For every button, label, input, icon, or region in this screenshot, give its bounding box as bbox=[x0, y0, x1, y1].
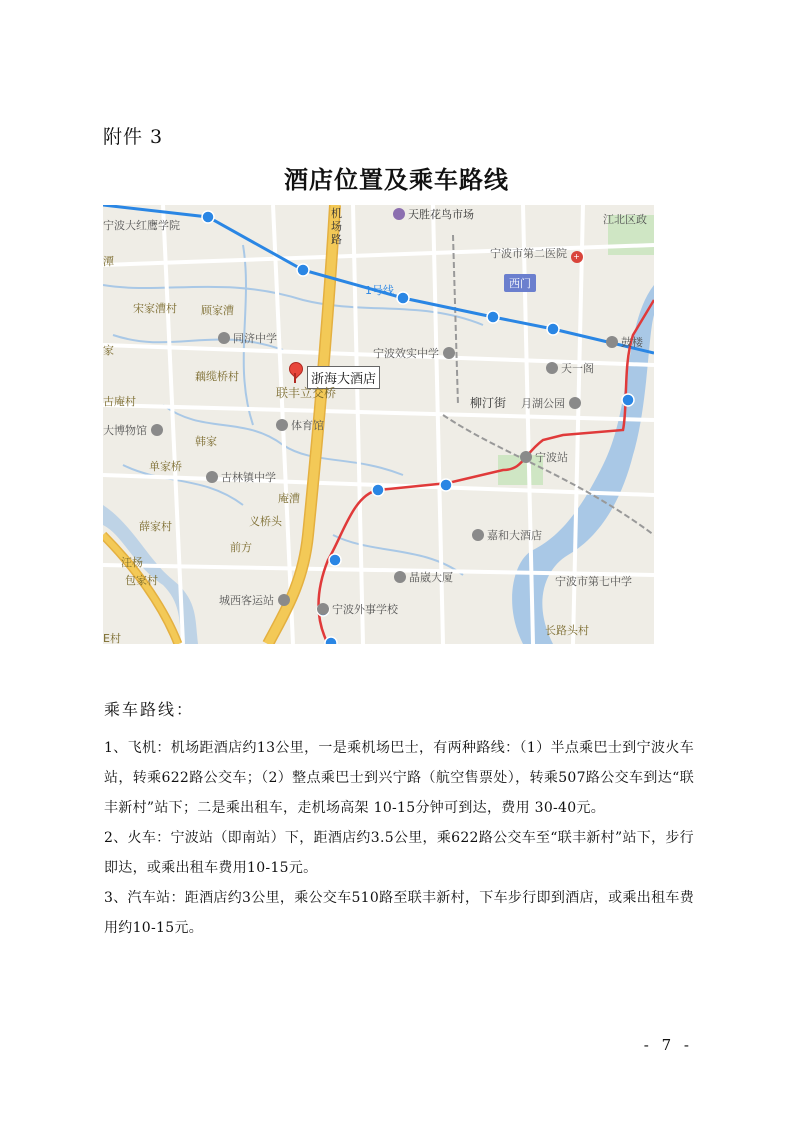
train-station-icon bbox=[520, 451, 532, 463]
hotel-name-label[interactable]: 浙海大酒店 bbox=[307, 366, 380, 389]
map-label-airport-road: 机场路 bbox=[331, 207, 342, 246]
map-label-yuehu-text: 月湖公园 bbox=[521, 397, 565, 410]
map-label-xuejia: 薛家村 bbox=[139, 520, 172, 533]
map-label-hospital bbox=[490, 248, 586, 263]
hotel-location-map[interactable] bbox=[103, 205, 654, 644]
map-label-ancao: 庵漕 bbox=[278, 492, 300, 505]
map-label-chengxi-text: 城西客运站 bbox=[219, 594, 274, 607]
school-icon bbox=[317, 603, 329, 615]
map-label-school7: 宁波市第七中学 bbox=[555, 575, 632, 588]
map-label-hongying: 宁波大红鹰学院 bbox=[103, 219, 180, 232]
map-label-museum-text: 大博物馆 bbox=[103, 424, 147, 437]
route-heading: 乘车路线： bbox=[104, 700, 195, 719]
map-label-gulin bbox=[206, 471, 276, 484]
map-label-jiahe bbox=[472, 529, 542, 542]
landmark-icon bbox=[546, 362, 558, 374]
map-label-gujia: 顾家漕 bbox=[201, 304, 234, 317]
route-flight: 1、飞机：机场距酒店约13公里，一是乘机场巴士，有两种路线：（1）半点乘巴士到宁波火车站，转乘622路公交车；（2）整点乘巴士到兴宁路（航空售票处），转乘507路公交车到达“联丰新村”站下；二是乘出租车，走机场高架 10-15分钟可到达，费用 30-40元。 bbox=[104, 740, 694, 816]
map-label-tan: 潭 bbox=[103, 255, 114, 268]
map-label-jingwei-text: 晶崴大厦 bbox=[409, 571, 453, 584]
map-label-yiqiao: 义桥头 bbox=[249, 515, 282, 528]
school-icon bbox=[218, 332, 230, 344]
document-title: 酒店位置及乘车路线 bbox=[284, 166, 509, 194]
map-label-guyan: 古庵村 bbox=[103, 395, 136, 408]
map-label-tiyuguan bbox=[276, 419, 324, 432]
museum-icon bbox=[151, 424, 163, 436]
map-label-hanjia: 韩家 bbox=[195, 435, 217, 448]
hospital-icon: + bbox=[571, 251, 583, 263]
school-icon bbox=[206, 471, 218, 483]
shopping-icon bbox=[393, 208, 405, 220]
map-label-tongji bbox=[218, 332, 277, 345]
map-label-songjia: 宋家漕村 bbox=[133, 302, 177, 315]
map-label-jingwei bbox=[394, 571, 453, 584]
map-label-gulin-text: 古林镇中学 bbox=[221, 471, 276, 484]
school-icon bbox=[443, 347, 455, 359]
map-label-baojia: 包家村 bbox=[125, 574, 158, 587]
map-label-jiangbei: 江北区政 bbox=[603, 213, 647, 226]
map-label-xiaoshi-text: 宁波效实中学 bbox=[373, 347, 439, 360]
map-label-qianfang: 前方 bbox=[230, 541, 252, 554]
map-label-yuehu bbox=[521, 397, 584, 410]
map-label-liuting: 柳汀街 bbox=[470, 396, 507, 410]
landmark-icon bbox=[606, 336, 618, 348]
map-label-tianyige bbox=[546, 362, 594, 375]
map-label-tongji-text: 同济中学 bbox=[233, 332, 277, 345]
building-icon bbox=[394, 571, 406, 583]
map-label-ningbo-station bbox=[520, 451, 568, 464]
park-icon bbox=[569, 397, 581, 409]
map-label-line1: 1号线 bbox=[365, 284, 394, 297]
map-label-tiyuguan-text: 体育馆 bbox=[291, 419, 324, 432]
map-label-waishi-text: 宁波外事学校 bbox=[332, 603, 398, 616]
route-train: 2、火车：宁波站（即南站）下，距酒店约3.5公里，乘622路公交车至“联丰新村”站下，步行即达，或乘出租车费用10-15元。 bbox=[104, 830, 694, 876]
map-label-ningbo-station-text: 宁波站 bbox=[535, 451, 568, 464]
map-label-wangyang: 汪杨 bbox=[121, 556, 143, 569]
hotel-icon bbox=[472, 529, 484, 541]
map-label-jiahe-text: 嘉和大酒店 bbox=[487, 529, 542, 542]
map-label-lianfeng: 联丰立交桥 bbox=[276, 386, 337, 400]
map-label-tiansheng bbox=[393, 208, 474, 221]
map-label-shanjia: 单家桥 bbox=[149, 460, 182, 473]
map-label-tianyige-text: 天一阁 bbox=[561, 362, 594, 375]
map-label-chengxi bbox=[219, 594, 293, 607]
map-label-tiansheng-text: 天胜花鸟市场 bbox=[408, 208, 474, 221]
attachment-label: 附件 3 bbox=[103, 126, 164, 148]
stadium-icon bbox=[276, 419, 288, 431]
map-label-waishi bbox=[317, 603, 398, 616]
map-label-museum bbox=[103, 424, 166, 437]
map-label-ecun: E村 bbox=[103, 632, 121, 644]
map-label-ximen: 西门 bbox=[504, 274, 536, 292]
map-label-changlu: 长路头村 bbox=[545, 624, 589, 637]
map-label-jia: 家 bbox=[103, 344, 114, 357]
map-label-gulou-text: 鼓楼 bbox=[621, 336, 643, 349]
route-bus: 3、汽车站：距酒店约3公里，乘公交车510路至联丰新村，下车步行即到酒店，或乘出租车费用约10-15元。 bbox=[104, 890, 694, 936]
route-description bbox=[104, 733, 694, 943]
page-number: - 7 - bbox=[643, 1036, 693, 1054]
map-label-fenglan: 藕缆桥村 bbox=[195, 370, 239, 383]
map-label-gulou bbox=[606, 336, 643, 349]
map-label-xiaoshi bbox=[373, 347, 458, 360]
bus-station-icon bbox=[278, 594, 290, 606]
hotel-marker-stem bbox=[294, 373, 296, 383]
map-label-hospital-text: 宁波市第二医院 bbox=[490, 247, 567, 260]
